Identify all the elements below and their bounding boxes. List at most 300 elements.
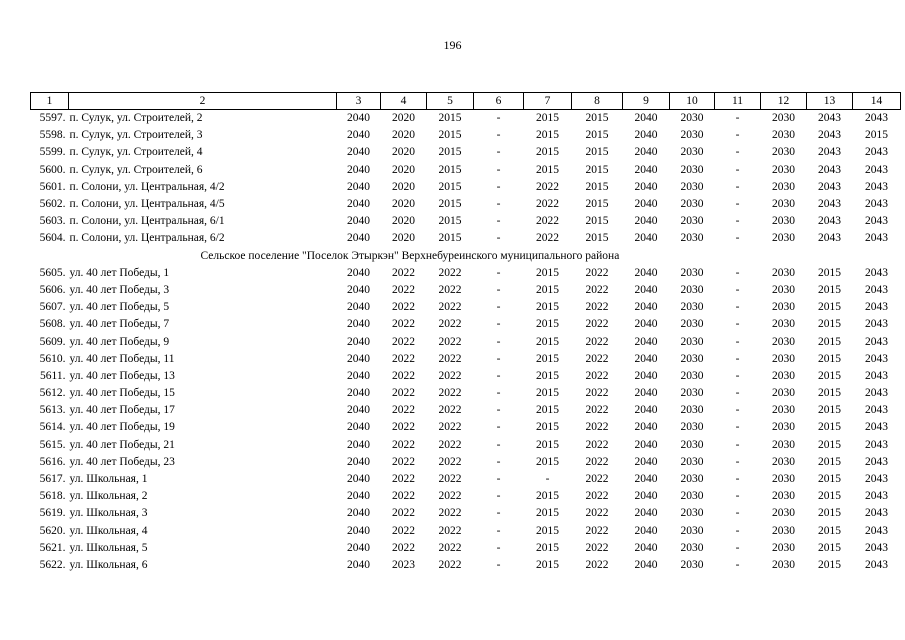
year-cell: 2030 (680, 301, 704, 314)
year-cell: 2015 (536, 283, 559, 296)
year-cell: 2030 (680, 180, 704, 193)
year-cell: 2022 (438, 490, 462, 503)
year-cell: 2043 (818, 215, 841, 228)
year-cell: 2022 (392, 318, 415, 331)
year-cell: 2015 (536, 387, 559, 400)
year-cell: 2030 (772, 438, 795, 451)
year-cell: 2015 (818, 335, 841, 348)
address-cell: ул. Школьная, 4 (69, 524, 148, 537)
address-cell: п. Сулук, ул. Строителей, 3 (69, 129, 203, 142)
row-number: 5619. (39, 507, 66, 520)
year-cell: 2040 (634, 198, 658, 211)
year-cell: 2022 (585, 541, 609, 554)
year-cell: - (496, 541, 501, 554)
year-cell: 2030 (772, 232, 795, 245)
address-cell: п. Сулук, ул. Строителей, 4 (69, 146, 203, 159)
year-cell: 2040 (634, 438, 658, 451)
address-cell: ул. 40 лет Победы, 1 (69, 266, 170, 279)
year-cell: 2022 (438, 335, 462, 348)
page-number: 196 (443, 38, 462, 52)
address-cell: ул. 40 лет Победы, 9 (69, 335, 170, 348)
year-cell: 2030 (772, 215, 795, 228)
year-cell: 2015 (585, 180, 609, 193)
year-cell: - (496, 232, 501, 245)
year-cell: 2040 (347, 318, 370, 331)
table-row (31, 110, 901, 128)
table-row (31, 316, 901, 333)
year-cell: 2022 (392, 266, 415, 279)
year-cell: 2030 (772, 163, 795, 176)
year-cell: 2015 (536, 335, 559, 348)
year-cell: 2043 (865, 112, 888, 125)
year-cell: 2022 (438, 318, 462, 331)
row-number: 5599. (39, 146, 66, 159)
year-cell: 2030 (680, 490, 704, 503)
address-cell: ул. Школьная, 6 (69, 558, 148, 571)
year-cell: 2040 (634, 541, 658, 554)
year-cell: 2040 (347, 215, 370, 228)
table-row (31, 333, 901, 350)
year-cell: 2015 (536, 163, 559, 176)
year-cell: 2043 (865, 404, 888, 417)
year-cell: 2015 (818, 301, 841, 314)
year-cell: 2022 (438, 473, 462, 486)
table-row (31, 196, 901, 213)
year-cell: - (496, 524, 501, 537)
year-cell: 2040 (347, 558, 370, 571)
year-cell: 2022 (438, 558, 462, 571)
year-cell: - (496, 387, 501, 400)
year-cell: 2015 (536, 352, 559, 365)
table-row (31, 488, 901, 505)
year-cell: 2040 (347, 232, 370, 245)
year-cell: 2015 (536, 146, 559, 159)
year-cell: - (496, 335, 501, 348)
year-cell: 2015 (438, 232, 462, 245)
year-cell: 2043 (865, 541, 888, 554)
year-cell: 2022 (392, 387, 415, 400)
row-number: 5604. (39, 232, 66, 245)
address-cell: ул. 40 лет Победы, 23 (69, 455, 175, 468)
year-cell: 2030 (680, 318, 704, 331)
year-cell: 2040 (347, 541, 370, 554)
row-number: 5614. (39, 421, 66, 434)
year-cell: 2030 (680, 558, 704, 571)
table-row (31, 557, 901, 574)
year-cell: 2030 (772, 490, 795, 503)
year-cell: 2020 (392, 129, 415, 142)
column-header: 7 (524, 93, 572, 110)
year-cell: 2040 (347, 335, 370, 348)
year-cell: 2030 (772, 318, 795, 331)
year-cell: 2043 (865, 283, 888, 296)
year-cell: 2015 (438, 215, 462, 228)
year-cell: 2030 (772, 455, 795, 468)
year-cell: 2015 (536, 558, 559, 571)
year-cell: 2022 (536, 180, 559, 193)
year-cell: 2040 (634, 490, 658, 503)
year-cell: 2043 (865, 507, 888, 520)
year-cell: - (496, 369, 501, 382)
year-cell: 2040 (634, 129, 658, 142)
address-cell: ул. 40 лет Победы, 19 (69, 421, 175, 434)
year-cell: 2022 (392, 404, 415, 417)
year-cell: 2015 (818, 558, 841, 571)
year-cell: 2022 (438, 524, 462, 537)
year-cell: 2030 (680, 146, 704, 159)
year-cell: - (735, 541, 740, 554)
year-cell: - (735, 129, 740, 142)
year-cell: - (545, 473, 550, 486)
row-number: 5610. (39, 352, 66, 365)
year-cell: 2020 (392, 163, 415, 176)
year-cell: 2030 (772, 335, 795, 348)
year-cell: 2043 (865, 387, 888, 400)
column-header: 4 (381, 93, 427, 110)
year-cell: 2040 (634, 404, 658, 417)
year-cell: 2030 (772, 387, 795, 400)
year-cell: 2022 (585, 335, 609, 348)
year-cell: 2040 (347, 112, 370, 125)
table-row (31, 402, 901, 419)
year-cell: 2030 (772, 473, 795, 486)
row-number: 5620. (39, 524, 66, 537)
year-cell: 2015 (536, 112, 559, 125)
year-cell: 2022 (392, 283, 415, 296)
address-cell: ул. 40 лет Победы, 13 (69, 369, 175, 382)
year-cell: 2030 (680, 507, 704, 520)
year-cell: - (735, 112, 740, 125)
table-row (31, 230, 901, 247)
table-row (31, 419, 901, 436)
year-cell: 2043 (865, 438, 888, 451)
year-cell: 2022 (585, 438, 609, 451)
year-cell: 2022 (392, 301, 415, 314)
year-cell: - (496, 507, 501, 520)
year-cell: 2043 (865, 301, 888, 314)
year-cell: 2015 (818, 283, 841, 296)
column-header: 6 (474, 93, 524, 110)
year-cell: 2015 (818, 524, 841, 537)
year-cell: 2043 (865, 490, 888, 503)
year-cell: 2040 (347, 129, 370, 142)
year-cell: 2022 (438, 421, 462, 434)
year-cell: 2043 (865, 146, 888, 159)
year-cell: 2015 (585, 198, 609, 211)
year-cell: 2043 (865, 232, 888, 245)
year-cell: 2022 (392, 455, 415, 468)
year-cell: 2030 (680, 283, 704, 296)
year-cell: 2030 (772, 180, 795, 193)
column-header: 14 (853, 93, 901, 110)
row-number: 5607. (39, 301, 66, 314)
year-cell: 2015 (536, 541, 559, 554)
year-cell: 2043 (818, 129, 841, 142)
year-cell: 2030 (772, 266, 795, 279)
year-cell: 2043 (865, 163, 888, 176)
table-row (31, 368, 901, 385)
year-cell: 2015 (818, 507, 841, 520)
year-cell: 2015 (818, 473, 841, 486)
year-cell: 2020 (392, 112, 415, 125)
year-cell: 2040 (347, 455, 370, 468)
year-cell: - (496, 558, 501, 571)
table-row (31, 523, 901, 540)
row-number: 5600. (39, 163, 66, 176)
address-cell: п. Сулук, ул. Строителей, 2 (69, 112, 203, 125)
year-cell: 2040 (634, 301, 658, 314)
year-cell: 2020 (392, 198, 415, 211)
year-cell: 2030 (680, 524, 704, 537)
year-cell: 2015 (438, 112, 462, 125)
address-cell: ул. 40 лет Победы, 7 (69, 318, 170, 331)
year-cell: 2020 (392, 180, 415, 193)
year-cell: 2015 (585, 215, 609, 228)
year-cell: 2015 (438, 129, 462, 142)
address-cell: п. Солони, ул. Центральная, 4/5 (69, 198, 225, 211)
year-cell: - (735, 473, 740, 486)
year-cell: 2015 (818, 352, 841, 365)
year-cell: - (735, 455, 740, 468)
year-cell: 2015 (438, 198, 462, 211)
year-cell: 2040 (634, 266, 658, 279)
year-cell: 2043 (818, 163, 841, 176)
year-cell: 2015 (818, 421, 841, 434)
row-number: 5621. (39, 541, 66, 554)
year-cell: 2015 (818, 318, 841, 331)
year-cell: 2022 (392, 335, 415, 348)
year-cell: - (735, 421, 740, 434)
year-cell: - (735, 490, 740, 503)
year-cell: 2030 (772, 198, 795, 211)
address-cell: ул. Школьная, 5 (69, 541, 148, 554)
year-cell: 2040 (347, 266, 370, 279)
year-cell: 2022 (585, 352, 609, 365)
year-cell: 2022 (438, 301, 462, 314)
row-number: 5601. (39, 180, 66, 193)
table-row (31, 385, 901, 402)
row-number: 5598. (39, 129, 66, 142)
year-cell: 2015 (536, 129, 559, 142)
year-cell: - (496, 146, 501, 159)
year-cell: 2015 (865, 129, 888, 142)
year-cell: 2022 (392, 524, 415, 537)
year-cell: 2022 (585, 318, 609, 331)
year-cell: - (735, 318, 740, 331)
table-row (31, 437, 901, 454)
year-cell: 2022 (392, 438, 415, 451)
address-cell: ул. 40 лет Победы, 3 (69, 283, 170, 296)
year-cell: 2043 (865, 352, 888, 365)
year-cell: 2030 (680, 369, 704, 382)
year-cell: 2022 (585, 369, 609, 382)
year-cell: 2015 (438, 163, 462, 176)
year-cell: 2015 (536, 404, 559, 417)
year-cell: 2030 (680, 473, 704, 486)
year-cell: - (496, 421, 501, 434)
year-cell: - (496, 180, 501, 193)
year-cell: 2043 (818, 198, 841, 211)
year-cell: 2015 (818, 387, 841, 400)
table-row (31, 505, 901, 522)
year-cell: 2043 (865, 473, 888, 486)
year-cell: 2015 (536, 490, 559, 503)
year-cell: 2040 (634, 283, 658, 296)
year-cell: - (735, 524, 740, 537)
row-number: 5597. (39, 112, 66, 125)
year-cell: 2043 (865, 335, 888, 348)
address-cell: п. Сулук, ул. Строителей, 6 (69, 163, 203, 176)
year-cell: - (735, 198, 740, 211)
row-number: 5605. (39, 266, 66, 279)
year-cell: - (735, 558, 740, 571)
year-cell: 2043 (865, 455, 888, 468)
year-cell: 2022 (438, 369, 462, 382)
year-cell: 2022 (585, 558, 609, 571)
table-row (31, 540, 901, 557)
year-cell: - (496, 473, 501, 486)
column-header: 11 (715, 93, 761, 110)
row-number: 5616. (39, 455, 66, 468)
year-cell: 2015 (585, 112, 609, 125)
table-row (31, 144, 901, 161)
year-cell: 2030 (680, 215, 704, 228)
data-table (30, 92, 901, 574)
year-cell: - (496, 318, 501, 331)
header-row (31, 93, 901, 110)
year-cell: 2040 (634, 232, 658, 245)
year-cell: 2040 (347, 438, 370, 451)
year-cell: 2015 (585, 163, 609, 176)
year-cell: 2040 (634, 318, 658, 331)
year-cell: 2022 (585, 301, 609, 314)
year-cell: 2030 (680, 541, 704, 554)
year-cell: 2040 (347, 369, 370, 382)
year-cell: 2022 (585, 507, 609, 520)
year-cell: - (496, 215, 501, 228)
year-cell: - (735, 387, 740, 400)
year-cell: 2043 (865, 369, 888, 382)
section-title: Сельское поселение "Поселок Этыркэн" Верхнебуреинского муниципального района (200, 249, 620, 262)
year-cell: 2015 (536, 524, 559, 537)
row-number: 5622. (39, 558, 66, 571)
year-cell: 2022 (585, 524, 609, 537)
year-cell: 2022 (438, 507, 462, 520)
address-cell: п. Солони, ул. Центральная, 4/2 (69, 180, 225, 193)
year-cell: 2015 (585, 232, 609, 245)
year-cell: 2040 (347, 387, 370, 400)
table-row (31, 179, 901, 196)
year-cell: 2040 (634, 369, 658, 382)
year-cell: 2030 (680, 438, 704, 451)
year-cell: - (496, 112, 501, 125)
year-cell: - (496, 129, 501, 142)
column-header: 3 (337, 93, 381, 110)
year-cell: 2022 (585, 421, 609, 434)
year-cell: 2020 (392, 146, 415, 159)
year-cell: 2030 (772, 112, 795, 125)
year-cell: 2030 (772, 404, 795, 417)
column-header: 8 (572, 93, 623, 110)
column-header: 1 (31, 93, 69, 110)
table-row (31, 265, 901, 282)
row-number: 5617. (39, 473, 66, 486)
year-cell: 2043 (818, 180, 841, 193)
year-cell: 2043 (865, 198, 888, 211)
year-cell: - (496, 352, 501, 365)
year-cell: 2022 (438, 352, 462, 365)
year-cell: 2043 (865, 180, 888, 193)
year-cell: 2022 (438, 283, 462, 296)
year-cell: 2022 (585, 266, 609, 279)
row-number: 5603. (39, 215, 66, 228)
year-cell: 2030 (772, 421, 795, 434)
year-cell: 2040 (347, 490, 370, 503)
year-cell: 2030 (680, 335, 704, 348)
year-cell: 2015 (818, 490, 841, 503)
year-cell: 2043 (865, 318, 888, 331)
year-cell: - (496, 438, 501, 451)
year-cell: 2022 (585, 387, 609, 400)
year-cell: 2030 (680, 404, 704, 417)
year-cell: 2030 (680, 352, 704, 365)
year-cell: 2043 (865, 266, 888, 279)
year-cell: - (735, 507, 740, 520)
section-row (31, 248, 901, 265)
year-cell: 2040 (347, 180, 370, 193)
column-header: 9 (623, 93, 670, 110)
address-cell: п. Солони, ул. Центральная, 6/2 (69, 232, 225, 245)
year-cell: 2043 (865, 215, 888, 228)
table-row (31, 471, 901, 488)
year-cell: 2040 (634, 352, 658, 365)
address-cell: ул. 40 лет Победы, 5 (69, 301, 170, 314)
year-cell: 2015 (818, 369, 841, 382)
row-number: 5615. (39, 438, 66, 451)
year-cell: 2040 (347, 524, 370, 537)
year-cell: 2022 (392, 507, 415, 520)
year-cell: 2040 (634, 112, 658, 125)
year-cell: 2030 (680, 198, 704, 211)
year-cell: 2022 (438, 387, 462, 400)
address-cell: ул. Школьная, 1 (69, 473, 148, 486)
column-header: 5 (427, 93, 474, 110)
year-cell: 2015 (438, 180, 462, 193)
year-cell: - (735, 146, 740, 159)
year-cell: - (735, 404, 740, 417)
year-cell: 2040 (634, 146, 658, 159)
year-cell: 2015 (536, 507, 559, 520)
year-cell: 2015 (536, 421, 559, 434)
year-cell: - (496, 404, 501, 417)
year-cell: 2040 (347, 283, 370, 296)
year-cell: - (496, 455, 501, 468)
year-cell: 2040 (634, 558, 658, 571)
year-cell: 2043 (818, 146, 841, 159)
address-cell: ул. 40 лет Победы, 17 (69, 404, 175, 417)
row-number: 5612. (39, 387, 66, 400)
year-cell: 2030 (680, 387, 704, 400)
row-number: 5609. (39, 335, 66, 348)
year-cell: - (735, 215, 740, 228)
year-cell: 2015 (536, 266, 559, 279)
year-cell: 2022 (585, 404, 609, 417)
year-cell: 2040 (634, 335, 658, 348)
year-cell: 2030 (680, 455, 704, 468)
year-cell: 2040 (634, 473, 658, 486)
year-cell: 2030 (772, 129, 795, 142)
year-cell: - (735, 266, 740, 279)
